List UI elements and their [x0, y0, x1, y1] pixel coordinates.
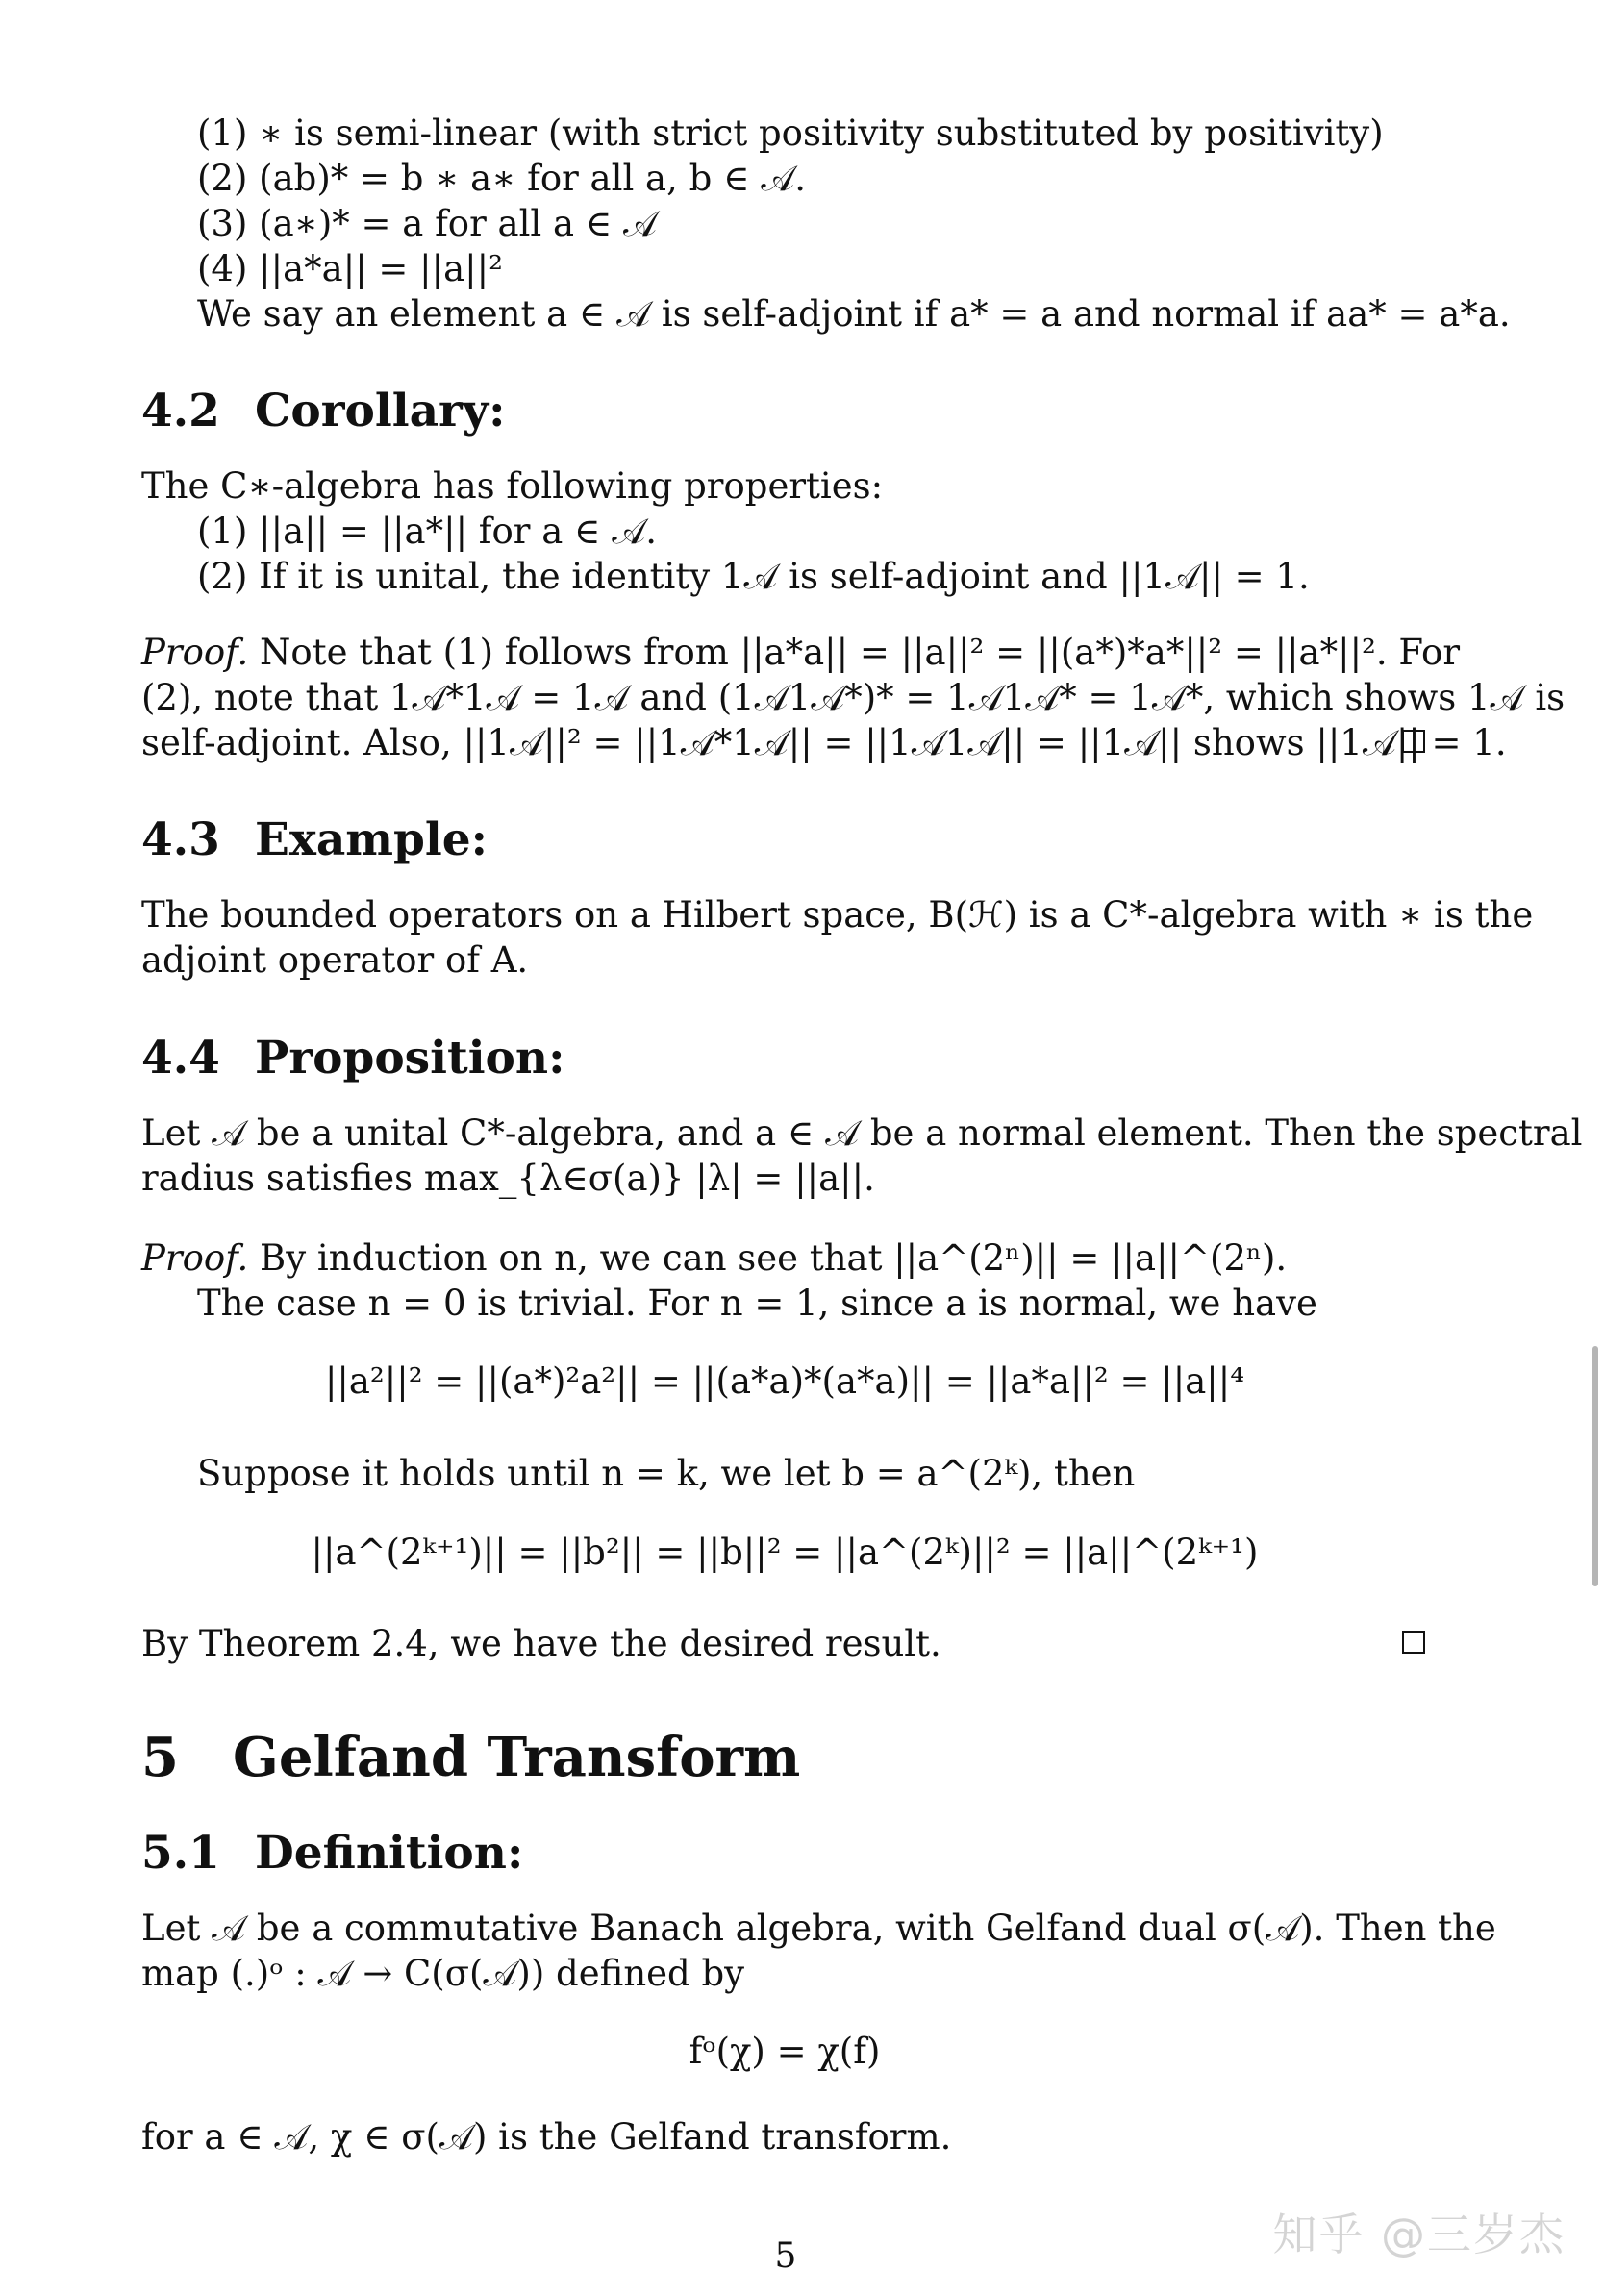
definition-line-2: map (.)ᵒ : 𝒜 → C(σ(𝒜)) defined by: [141, 1953, 745, 1994]
section-number: 4.2: [141, 385, 220, 437]
proposition-line-2: radius satisfies max_{λ∈σ(a)} |λ| = ||a||.: [141, 1158, 875, 1199]
example-line-2: adjoint operator of A.: [141, 939, 529, 981]
section-heading-5: [141, 1726, 800, 1789]
corollary-item-1: (1) ||a|| = ||a*|| for a ∈ 𝒜.: [197, 511, 657, 552]
corollary-intro: The C∗-algebra has following properties:: [141, 465, 884, 507]
proposition-line-1: Let 𝒜 be a unital C*-algebra, and a ∈ 𝒜 be a normal element. Then the spectral: [141, 1112, 1583, 1154]
scrollbar-thumb[interactable]: [1592, 1346, 1598, 1586]
corollary-proof-line-3: self-adjoint. Also, ||1𝒜||² = ||1𝒜*1𝒜|| = ||1𝒜1𝒜|| = ||1𝒜|| shows ||1𝒜|| = 1.: [141, 722, 1507, 763]
section-title: Proposition:: [255, 1032, 565, 1085]
example-line-1: The bounded operators on a Hilbert space, B(ℋ) is a C*-algebra with ∗ is the: [141, 894, 1534, 936]
cstar-property-3: (3) (a∗)* = a for all a ∈ 𝒜: [197, 203, 657, 244]
corollary-proof-line-1: [141, 631, 1461, 675]
self-adjoint-definition: We say an element a ∈ 𝒜 is self-adjoint if a* = a and normal if aa* = a*a.: [197, 293, 1511, 335]
section-heading-4-2: [141, 385, 505, 437]
section-title: Example:: [255, 813, 488, 866]
section-title: Corollary:: [255, 385, 506, 437]
definition-line-3: for a ∈ 𝒜, χ ∈ σ(𝒜) is the Gelfand transform.: [141, 2116, 952, 2158]
equation-1: ||a²||² = ||(a*)²a²|| = ||(a*a)*(a*a)|| = ||a*a||² = ||a||⁴: [324, 1360, 1245, 1402]
proposition-proof-line-2: The case n = 0 is trivial. For n = 1, since a is normal, we have: [197, 1283, 1317, 1324]
qed-box: [1402, 730, 1425, 753]
proposition-proof-line-1: [141, 1236, 1287, 1281]
section-heading-4-3: [141, 813, 488, 866]
cstar-property-4: (4) ||a*a|| = ||a||²: [197, 248, 503, 289]
cstar-property-1: (1) ∗ is semi-linear (with strict positivity substituted by positivity): [197, 112, 1384, 154]
cstar-property-2: (2) (ab)* = b ∗ a∗ for all a, b ∈ 𝒜.: [197, 158, 806, 199]
section-title: Gelfand Transform: [233, 1726, 801, 1789]
watermark: 知乎 @三岁杰: [1272, 2209, 1566, 2260]
equation-2: ||a^(2ᵏ⁺¹)|| = ||b²|| = ||b||² = ||a^(2ᵏ)||² = ||a||^(2ᵏ⁺¹): [311, 1532, 1259, 1573]
section-title: Definition:: [255, 1827, 524, 1880]
proof-text: Note that (1) follows from ||a*a|| = ||a||² = ||(a*)*a*||² = ||a*||². For: [260, 632, 1461, 673]
page-number: 5: [774, 2236, 797, 2276]
proof-label: Proof.: [141, 632, 249, 673]
proof-label: Proof.: [141, 1237, 249, 1279]
definition-line-1: Let 𝒜 be a commutative Banach algebra, with Gelfand dual σ(𝒜). Then the: [141, 1908, 1496, 1949]
section-number: 5: [141, 1726, 179, 1789]
qed-box: [1402, 1631, 1425, 1654]
section-heading-5-1: [141, 1827, 523, 1880]
section-number: 4.3: [141, 813, 220, 866]
section-number: 5.1: [141, 1827, 220, 1880]
proposition-proof-line-3: Suppose it holds until n = k, we let b = a^(2ᵏ), then: [197, 1453, 1136, 1494]
section-heading-4-4: [141, 1032, 564, 1085]
section-number: 4.4: [141, 1032, 220, 1085]
proof-text: By induction on n, we can see that ||a^(2ⁿ)|| = ||a||^(2ⁿ).: [260, 1237, 1288, 1279]
gelfand-equation: fᵒ(χ) = χ(f): [689, 2031, 881, 2072]
corollary-item-2: (2) If it is unital, the identity 1𝒜 is self-adjoint and ||1𝒜|| = 1.: [197, 556, 1310, 597]
corollary-proof-line-2: (2), note that 1𝒜*1𝒜 = 1𝒜 and (1𝒜1𝒜*)* = 1𝒜1𝒜* = 1𝒜*, which shows 1𝒜 is: [141, 677, 1566, 718]
proposition-conclusion: By Theorem 2.4, we have the desired result.: [141, 1623, 941, 1664]
